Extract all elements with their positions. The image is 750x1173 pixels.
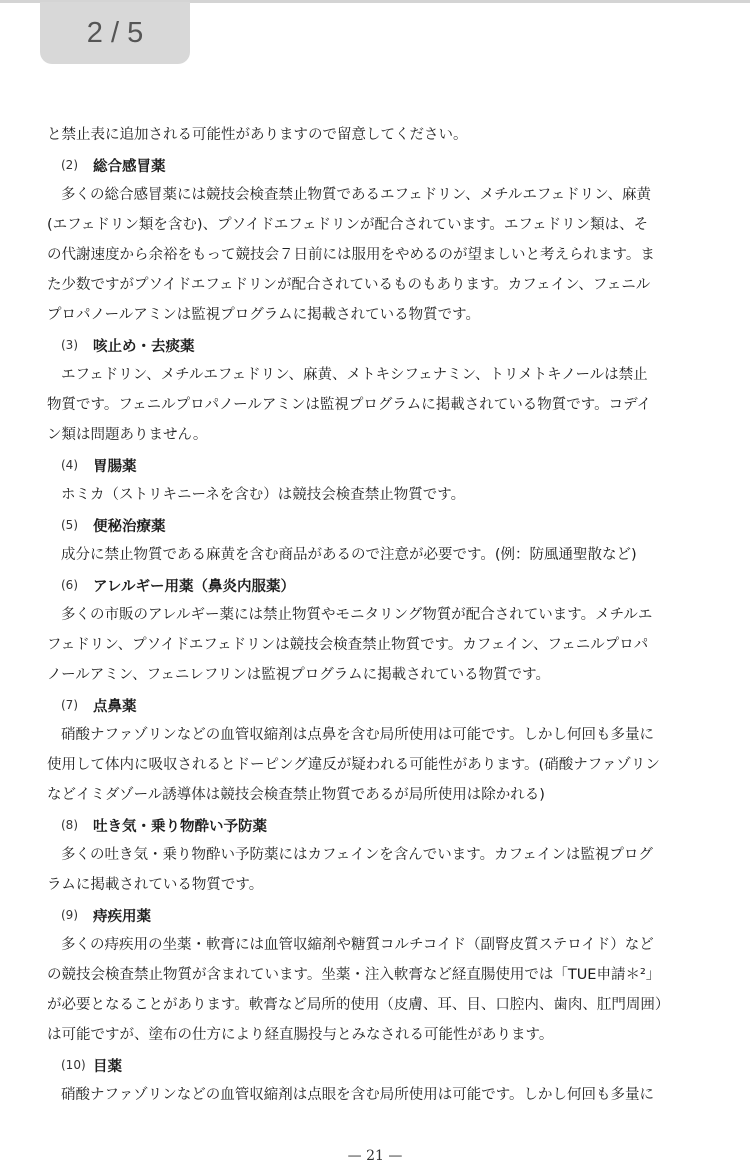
section [47,690,707,810]
section-heading [47,510,707,540]
sections [47,150,707,1110]
paragraph-line: が必要となることがあります。軟膏など局所的使用（皮膚、耳、目、口腔内、歯肉、肛門周囲） [47,997,670,1013]
section-heading [47,330,707,360]
paragraph-line: などイミダゾール誘導体は競技会検査禁止物質であるが局所使用は除かれる) [47,787,545,803]
section [47,330,707,450]
section-title: 咳止め・去痰薬 [93,338,195,355]
paragraph-line: 硝酸ナファゾリンなどの血管収縮剤は点眼を含む局所使用は可能です。しかし何回も多量に [61,1087,655,1103]
section [47,150,707,330]
section-number: (7) [61,698,78,712]
section-title: 胃腸薬 [93,458,137,475]
paragraph-line: は可能ですが、塗布の仕方により経直腸投与とみなされる可能性があります。 [47,1027,554,1043]
page-indicator: 2 / 5 [40,2,190,64]
section [47,570,707,690]
paragraph-line: 多くの総合感冒薬には競技会検査禁止物質であるエフェドリン、メチルエフェドリン、麻黄 [61,187,652,203]
document-body [47,120,707,1110]
paragraph-line: 使用して体内に吸収されるとドーピング違反が疑われる可能性があります。(硝酸ナファゾリン [47,757,660,773]
section-title: アレルギー用薬（鼻炎内服薬） [93,578,296,595]
intro-line: と禁止表に追加される可能性がありますので留意してください。 [47,127,468,143]
section-title: 吐き気・乗り物酔い予防薬 [93,818,267,835]
section-heading [47,1050,707,1080]
section-number: (8) [61,818,78,832]
paragraph-line: フェドリン、プソイドエフェドリンは競技会検査禁止物質です。カフェイン、フェニルプロパ [47,637,649,653]
paragraph-line: プロパノールアミンは監視プログラムに掲載されている物質です。 [47,307,480,323]
paragraph-line: の競技会検査禁止物質が含まれています。坐薬・注入軟膏など経直腸使用では「TUE申請＊²」 [47,967,661,983]
paragraph-line: の代謝速度から余裕をもって競技会７日前には服用をやめるのが望ましいと考えられます。ま [47,247,655,263]
section [47,900,707,1050]
section-heading [47,900,707,930]
page-number: — 21 — [347,1148,403,1164]
paragraph-line: 物質です。フェニルプロパノールアミンは監視プログラムに掲載されている物質です。コデイ [47,397,652,413]
section-number: (9) [61,908,78,922]
section [47,510,707,570]
section-heading [47,810,707,840]
section [47,450,707,510]
section-heading [47,150,707,180]
section-title: 目薬 [93,1058,122,1075]
section-number: (4) [61,458,78,472]
section-title: 便秘治療薬 [93,518,166,535]
section-number: (2) [61,158,78,172]
paragraph-line: 多くの市販のアレルギー薬には禁止物質やモニタリング物質が配合されています。メチルエ [61,607,653,623]
section [47,1050,707,1110]
paragraph-line: ン類は問題ありません。 [47,427,208,443]
section [47,810,707,900]
section-title: 痔疾用薬 [93,908,151,925]
paragraph-line: 多くの痔疾用の坐薬・軟膏には血管収縮剤や糖質コルチコイド（副腎皮質ステロイド）など [61,937,654,953]
section-number: (10) [61,1058,86,1072]
paragraph-line: 成分に禁止物質である麻黄を含む商品があるので注意が必要です。(例：防風通聖散など) [61,547,637,563]
paragraph-line: 硝酸ナファゾリンなどの血管収縮剤は点鼻を含む局所使用は可能です。しかし何回も多量に [61,727,655,743]
section-number: (5) [61,518,78,532]
section-heading [47,690,707,720]
paragraph-line: 多くの吐き気・乗り物酔い予防薬にはカフェインを含んでいます。カフェインは監視プログ [61,847,653,863]
section-title: 総合感冒薬 [93,158,166,175]
paragraph-line: た少数ですがプソイドエフェドリンが配合されているものもあります。カフェイン、フェニル [47,277,651,293]
section-heading [47,450,707,480]
paragraph-line: ラムに掲載されている物質です。 [47,877,264,893]
section-title: 点鼻薬 [93,698,137,715]
section-heading [47,570,707,600]
section-number: (3) [61,338,78,352]
paragraph-line: エフェドリン、メチルエフェドリン、麻黄、メトキシフェナミン、トリメトキノールは禁止 [61,367,648,383]
paragraph-line: ノールアミン、フェニレフリンは監視プログラムに掲載されている物質です。 [47,667,551,683]
paragraph-line: ホミカ（ストリキニーネを含む）は競技会検査禁止物質です。 [61,487,466,503]
section-number: (6) [61,578,78,592]
paragraph-line: (エフェドリン類を含む)、プソイドエフェドリンが配合されています。エフェドリン類は、そ [47,217,649,233]
